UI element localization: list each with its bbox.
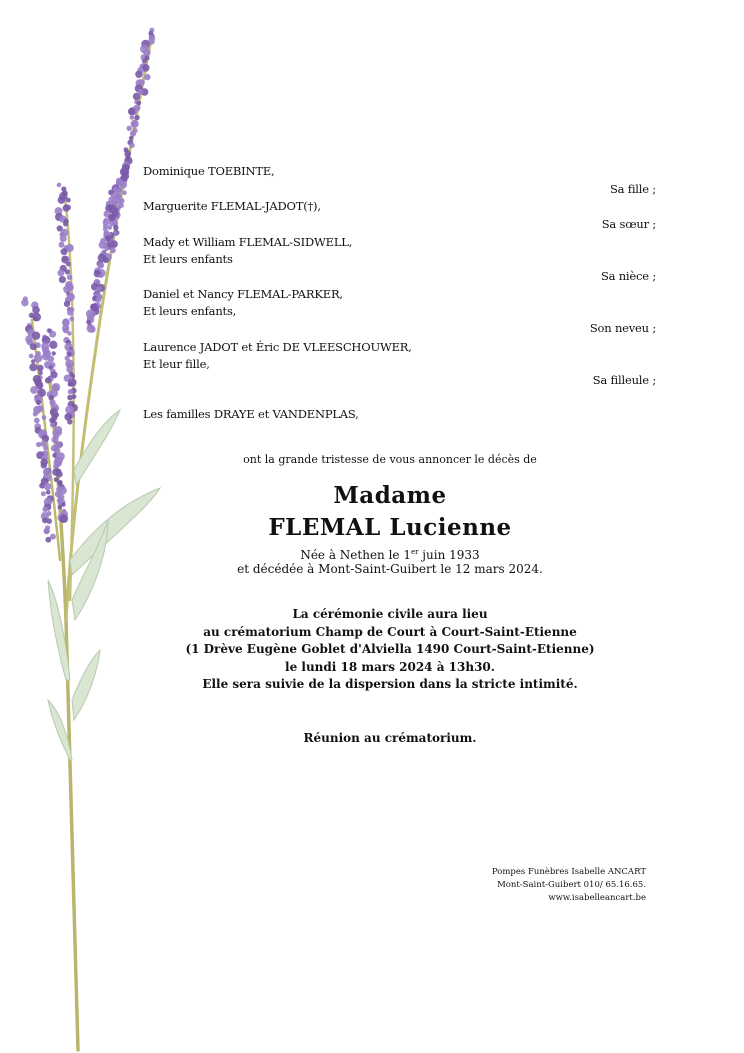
family-relation: Sa fille ; (609, 182, 656, 196)
reunion-text: Réunion au crématorium. (303, 731, 477, 745)
family-relation: Sa nièce ; (600, 269, 656, 283)
death-line: et décédée à Mont-Saint-Guibert le 12 mars 2024. (237, 562, 543, 576)
birth-prefix: Née à Nethen le 1 (300, 548, 411, 562)
family-member-name: Laurence JADOT et Éric DE VLEESCHOUWER, (143, 340, 412, 354)
family-member-name: Mady et William FLEMAL-SIDWELL, (143, 235, 353, 249)
ceremony-line-4: le lundi 18 mars 2024 à 13h30. (285, 659, 495, 674)
funeral-home-name: Pompes Funèbres Isabelle ANCART (491, 867, 646, 877)
ceremony-line-5: Elle sera suivie de la dispersion dans la stricte intimité. (202, 677, 578, 691)
family-member-name: Et leur fille, (143, 357, 210, 371)
ceremony-line-2: au crématorium Champ de Court à Court-Saint-Etienne (203, 624, 577, 639)
ceremony-line-3: (1 Drève Eugène Goblet d'Alviella 1490 Court-Saint-Etienne) (185, 642, 595, 656)
family-member-name: Et leurs enfants, (143, 304, 237, 318)
lavender-illustration (0, 0, 175, 1053)
funeral-home-phone: Mont-Saint-Guibert 010/ 65.16.65. (497, 880, 646, 890)
family-relation: Sa sœur ; (601, 217, 656, 231)
ceremony-line-1: La cérémonie civile aura lieu (292, 607, 488, 621)
family-member-name: Marguerite FLEMAL-JADOT(†), (143, 199, 321, 213)
birth-sup: er (410, 548, 419, 556)
family-member-name: Dominique TOEBINTE, (143, 164, 275, 178)
family-member-name: Et leurs enfants (143, 252, 233, 266)
announcement-text: ont la grande tristesse de vous annoncer le décès de (243, 453, 537, 466)
salutation: Madame (333, 482, 447, 509)
family-member-name: Daniel et Nancy FLEMAL-PARKER, (143, 287, 343, 301)
birth-suffix: juin 1933 (418, 548, 480, 562)
family-relation: Sa filleule ; (592, 373, 656, 387)
families-line: Les familles DRAYE et VANDENPLAS, (143, 407, 359, 421)
deceased-name: FLEMAL Lucienne (268, 514, 512, 541)
family-relation: Son neveu ; (589, 321, 656, 335)
funeral-home-website[interactable]: www.isabelleancart.be (548, 893, 646, 903)
